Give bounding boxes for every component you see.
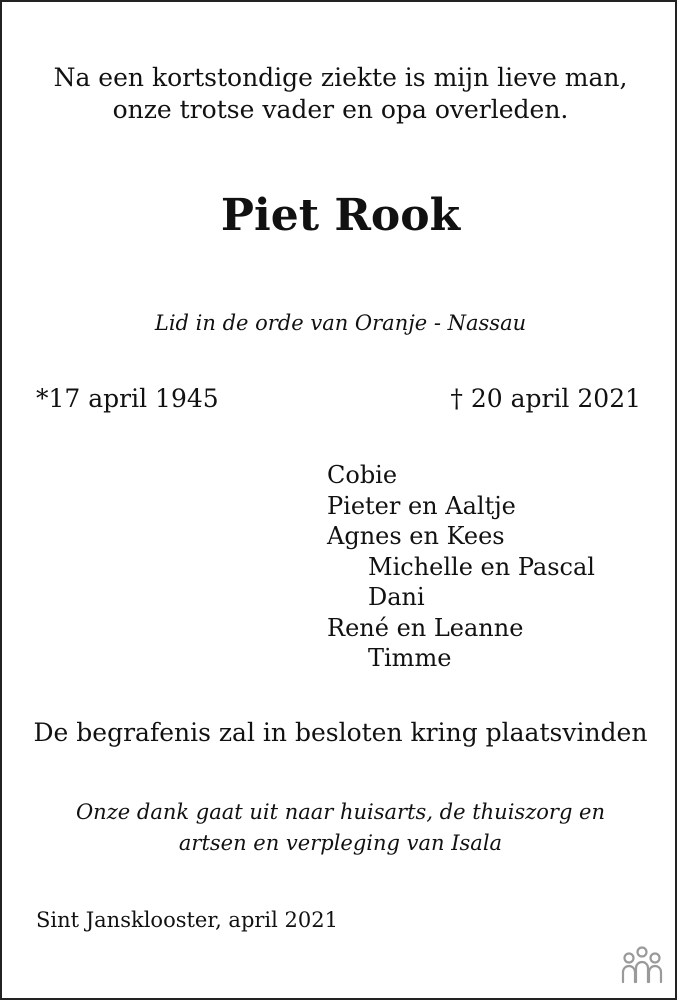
thanks-line: Onze dank gaat uit naar huisarts, de thuiszorg en [75,800,606,824]
family-member: Pieter en Aaltje [327,491,516,520]
intro-line: onze trotse vader en opa overleden. [112,95,569,124]
family-list [327,460,595,674]
family-member-grandchild: Dani [368,583,425,611]
people-group-icon [618,946,666,986]
intro-line: Na een kortstondige ziekte is mijn lieve man, [53,63,628,92]
death-date: † 20 april 2021 [450,384,641,413]
thanks-line: artsen en verpleging van Isala [178,831,503,855]
family-member-grandchild: Timme [368,644,452,672]
family-member: René en Leanne [327,613,524,642]
family-member: Cobie [327,461,398,489]
birth-date: *17 april 1945 [36,384,219,413]
deceased-name: Piet Rook [220,190,461,241]
family-member-grandchild: Michelle en Pascal [368,552,595,581]
funeral-notice: De begrafenis zal in besloten kring plaatsvinden [33,718,648,747]
thanks-text [2,797,677,859]
intro-text [2,62,677,126]
place-date: Sint Jansklooster, april 2021 [36,908,338,932]
family-member: Agnes en Kees [327,522,505,550]
distinction: Lid in de orde van Oranje - Nassau [154,311,527,335]
